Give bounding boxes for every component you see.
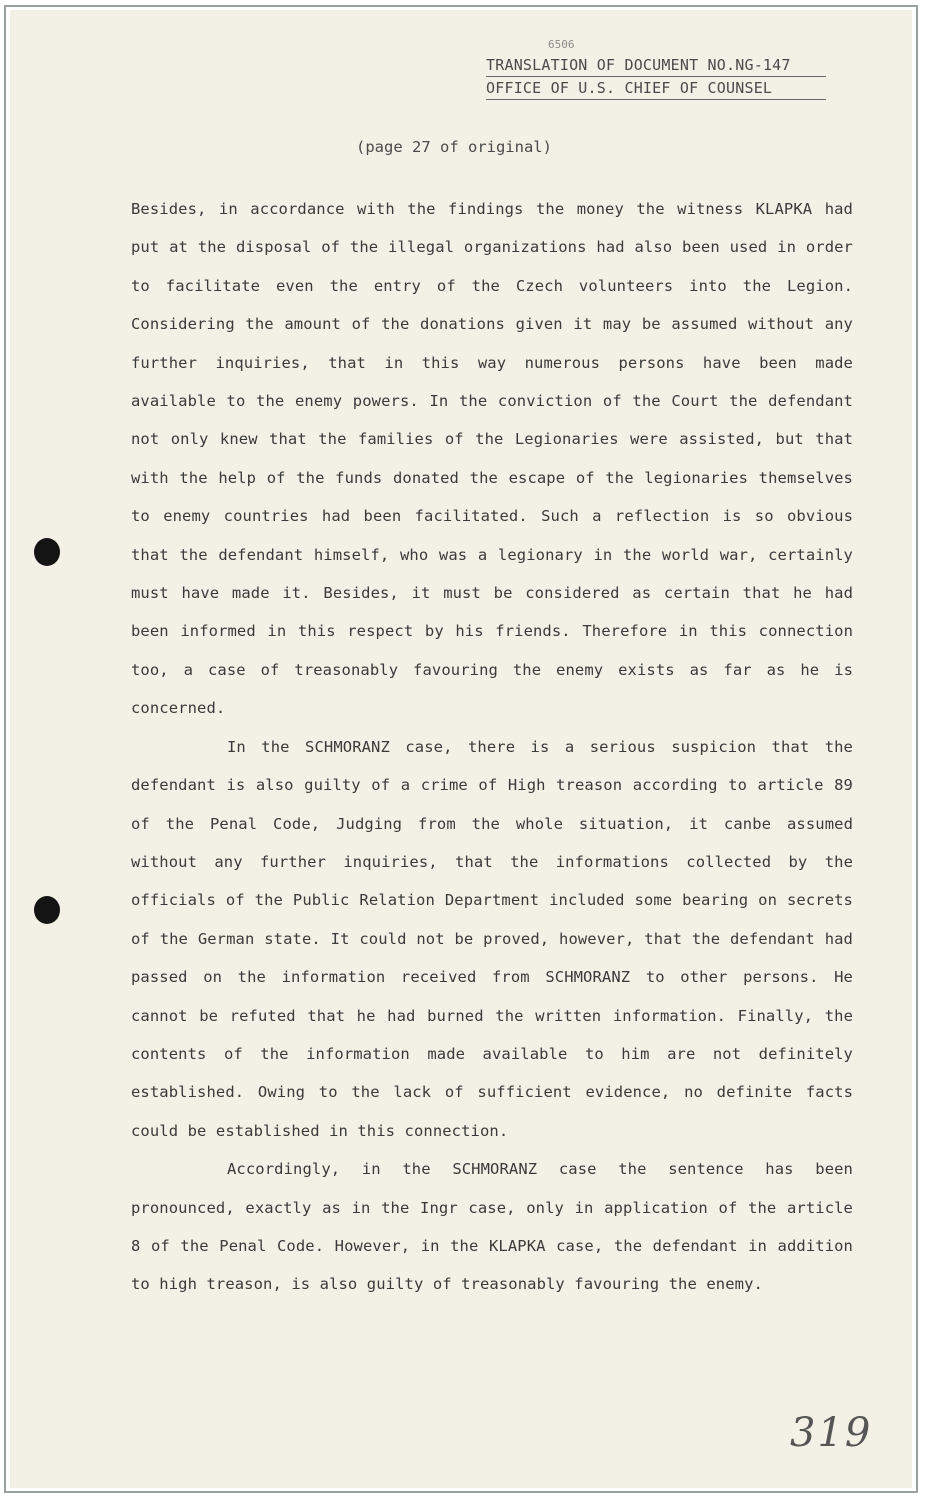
paragraph-schmoranz-case: In the SCHMORANZ case, there is a serious suspicion that the defendant is also guilty of a crime of High treason according to article 89 of the Penal Code, Judging from the whole situation, it canbe assumed without any further inquiries, that the informations collected by the officials of the Public Relation Department included some bearing on secrets of the German state. It could not be proved, however, that the defendant had passed on the information received from SCHMORANZ to other persons. He cannot be refuted that he had burned the written information. Finally, the contents of the information made available to him are not definitely established. Owing to the lack of sufficient evidence, no definite facts could be established in this connection. xyxy=(131,737,853,1140)
header-top-number: 6506 xyxy=(548,38,575,51)
header-line-office: OFFICE OF U.S. CHIEF OF COUNSEL xyxy=(486,77,826,100)
page-subtitle: (page 27 of original) xyxy=(356,138,552,156)
punch-hole-upper xyxy=(34,538,60,566)
punch-hole-lower xyxy=(34,896,60,924)
paragraph-sentence: Accordingly, in the SCHMORANZ case the sentence has been pronounced, exactly as in the Ingr case, only in application of the article 8 of the Penal Code. However, in the KLAPKA case, the defendant in addition to high treason, is also guilty of treasonably favouring the enemy. xyxy=(131,1160,853,1294)
handwritten-page-number: 319 xyxy=(790,1410,873,1456)
paragraph-klapka-findings: Besides, in accordance with the findings the money the witness KLAPKA had put at the disposal of the illegal organizations had also been used in order to facilitate even the entry of the Czech volunteers into the Legion. Considering the amount of the donations given it may be assumed without any further inquiries, that in this way numerous persons have been made available to the enemy powers. In the conviction of the Court the defendant not only knew that the families of the Legionaries were assisted, but that with the help of the funds donated the escape of the legionaries themselves to enemy countries had been facilitated. Such a reflection is so obvious that the defendant himself, who was a legionary in the world war, certainly must have made it. Besides, it must be considered as certain that he had been informed in this respect by his friends. Therefore in this connection too, a case of treasonably favouring the enemy exists as far as he is concerned. xyxy=(131,200,853,718)
document-header xyxy=(486,54,826,100)
header-line-translation: TRANSLATION OF DOCUMENT NO.NG-147 xyxy=(486,54,826,77)
document-body xyxy=(131,190,853,1304)
